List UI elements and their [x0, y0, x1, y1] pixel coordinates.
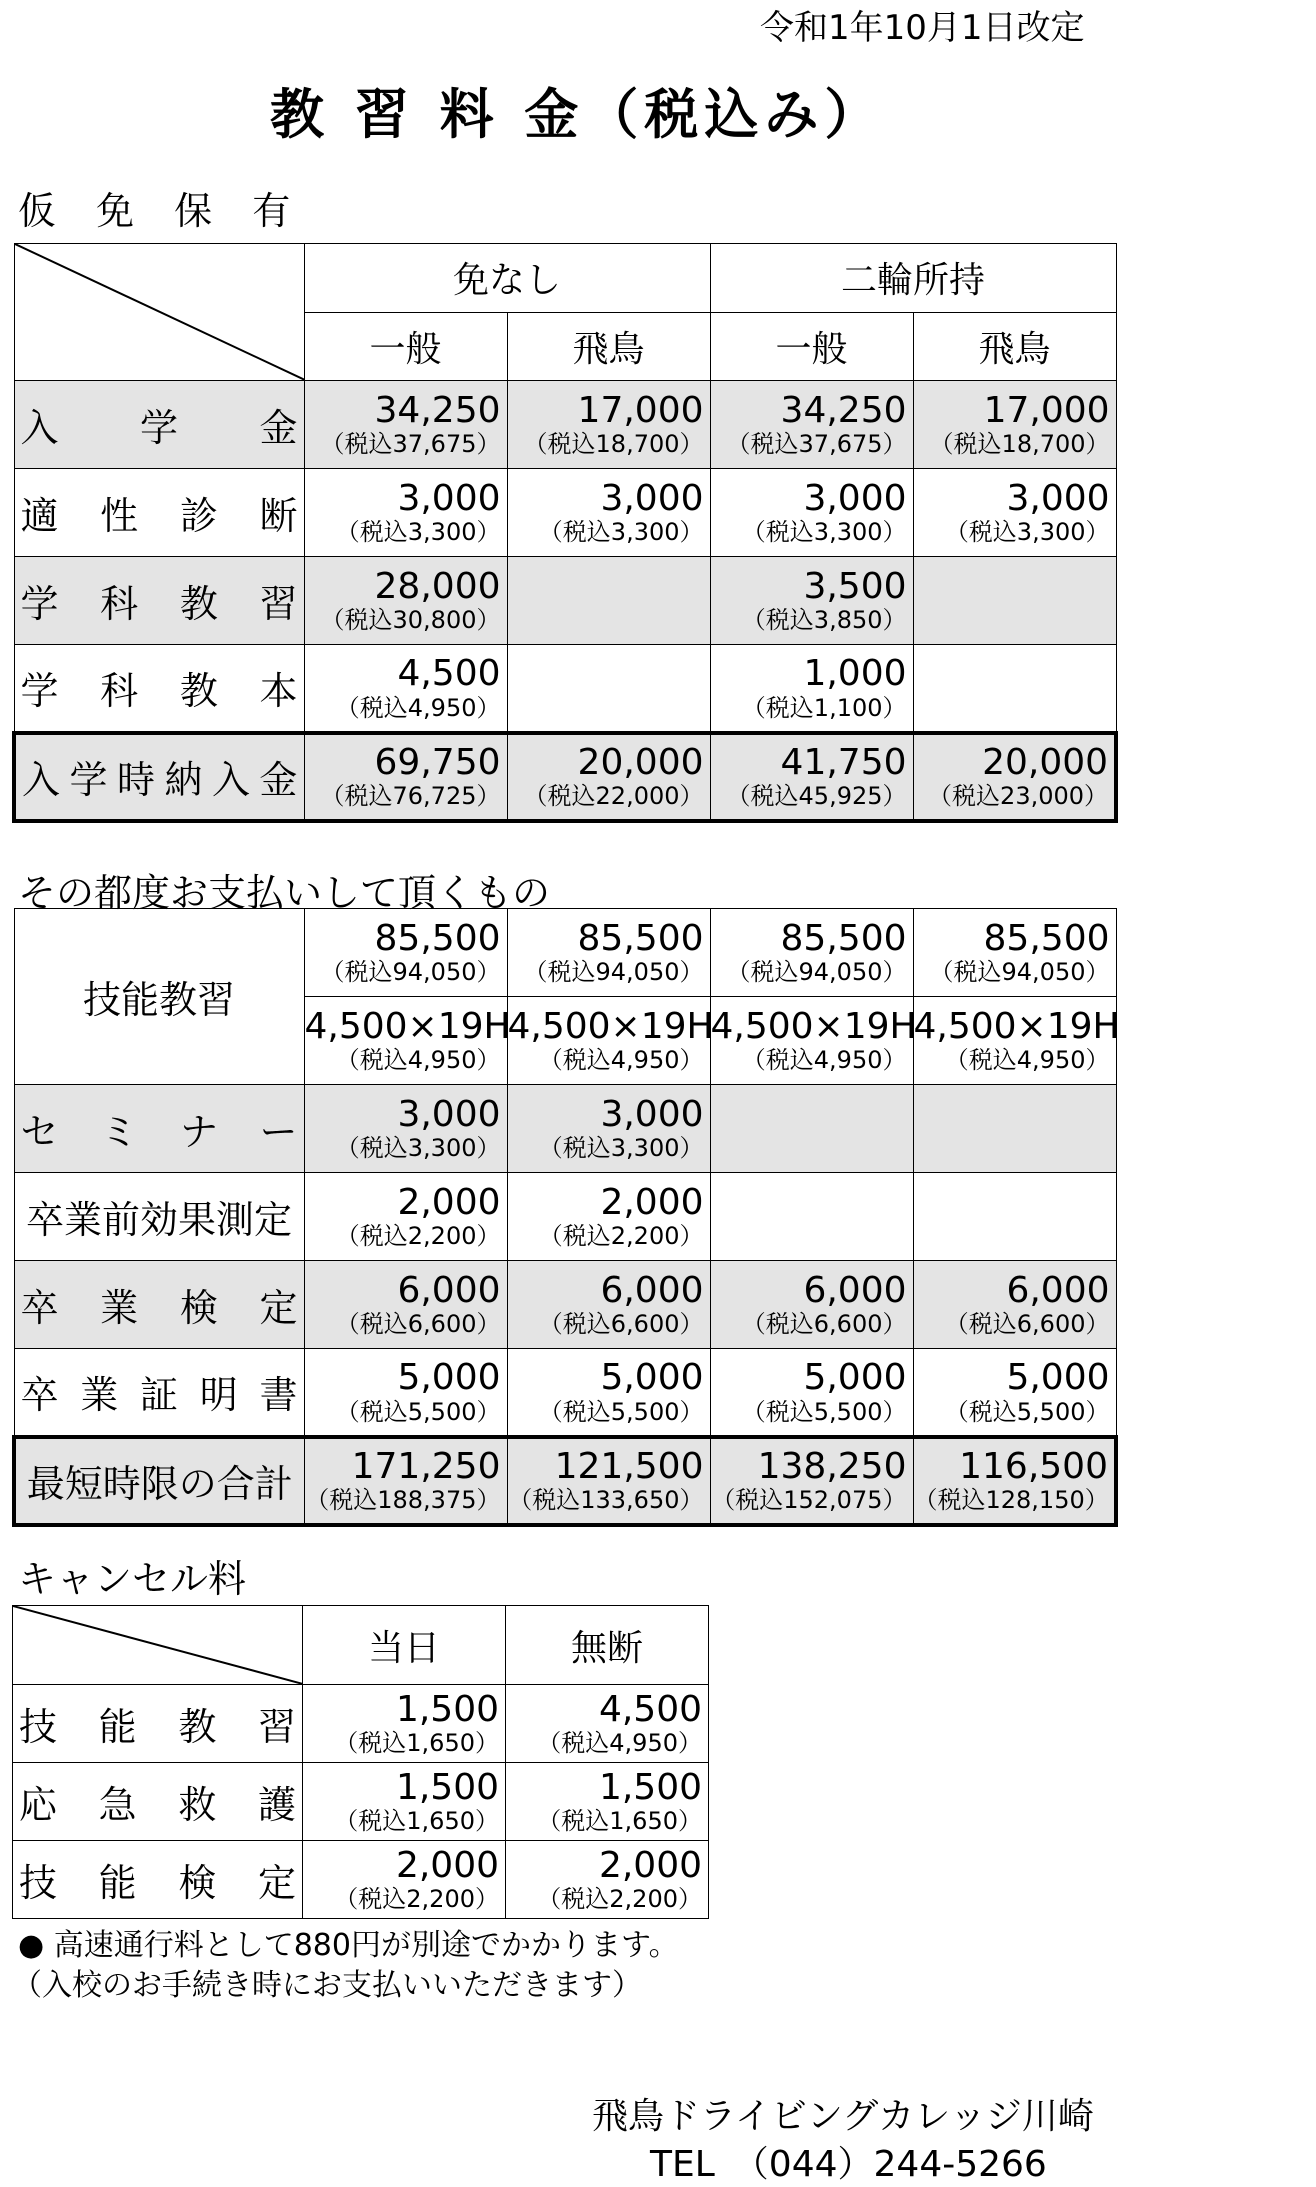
fee-cell	[507, 1261, 710, 1349]
row-label-text: 応	[19, 1783, 58, 1827]
fee-tax-included: （税込3,300）	[538, 1134, 704, 1163]
fee-amount: 3,000	[397, 478, 501, 519]
fee-tax-included: （税込23,000）	[928, 782, 1109, 811]
fee-cell	[507, 733, 710, 821]
row-label-text: 断	[259, 494, 298, 538]
fee-amount: 85,500	[983, 918, 1110, 959]
sub-header: 飛鳥	[913, 312, 1116, 381]
fee-amount: 6,000	[803, 1270, 907, 1311]
fee-tax-included: （税込94,050）	[523, 958, 704, 987]
fee-cell	[913, 381, 1116, 469]
fee-tax-included: （税込4,950）	[335, 693, 501, 722]
fee-amount: 20,000	[577, 742, 704, 783]
row-label-text: ナ	[179, 1110, 218, 1154]
fee-tax-included: （税込4,950）	[741, 1046, 907, 1075]
fee-amount: 116,500	[959, 1446, 1108, 1487]
fee-amount: 171,250	[351, 1446, 501, 1487]
fee-amount: 138,250	[757, 1446, 907, 1487]
row-label-text: 護	[257, 1783, 296, 1827]
row-label-text: 技	[19, 1861, 58, 1905]
fee-cell	[710, 1085, 913, 1173]
fee-amount: 2,000	[598, 1845, 702, 1886]
fee-cell	[710, 1261, 913, 1349]
fee-amount: 4,500×19H	[710, 1006, 917, 1047]
row-label-text: 教	[179, 582, 218, 626]
fee-amount: 4,500	[397, 653, 501, 695]
table-corner-diagonal	[14, 244, 304, 381]
fee-cell	[507, 909, 710, 997]
fee-tax-included: （税込94,050）	[929, 958, 1110, 987]
school-tel: TEL （044）244-5266	[650, 2144, 1047, 2185]
fee-cell	[710, 1173, 913, 1261]
school-name: 飛鳥ドライビングカレッジ川崎	[592, 2096, 1094, 2137]
fee-cell	[304, 1349, 507, 1437]
row-label-text: 入	[22, 758, 61, 802]
fee-tax-included: （税込128,150）	[913, 1486, 1109, 1515]
fee-cell	[913, 645, 1116, 733]
row-label-text: 時	[116, 758, 155, 802]
row-label	[14, 645, 304, 733]
fee-amount: 85,500	[577, 918, 704, 959]
fee-amount: 3,000	[600, 1094, 704, 1135]
fee-tax-included: （税込3,300）	[944, 518, 1110, 547]
fee-tax-included: （税込4,950）	[537, 1729, 702, 1758]
row-label-text: 金	[259, 406, 298, 450]
fee-cell	[710, 909, 913, 997]
fee-amount: 2,000	[600, 1182, 704, 1223]
cancel-header: 当日	[303, 1606, 506, 1685]
row-label	[14, 1437, 304, 1525]
fee-cell	[507, 645, 710, 733]
fee-cell	[303, 1685, 506, 1763]
fee-amount: 3,000	[803, 478, 907, 519]
row-label-text: 診	[179, 494, 218, 538]
fee-amount: 85,500	[374, 918, 501, 959]
table-row	[14, 381, 1116, 469]
fee-amount: 1,500	[598, 1767, 702, 1808]
fee-cell	[913, 733, 1116, 821]
fee-amount: 85,500	[780, 918, 907, 959]
fee-tax-included: （税込37,675）	[320, 430, 501, 459]
fee-amount: 6,000	[1006, 1270, 1110, 1311]
fee-cell	[913, 1437, 1116, 1525]
row-label-text: 救	[178, 1783, 217, 1827]
fee-amount: 17,000	[983, 390, 1110, 431]
fee-amount: 121,500	[554, 1446, 704, 1487]
fee-amount: 3,500	[803, 566, 907, 607]
row-label-text: 科	[100, 582, 139, 626]
note-highway-toll: ● 高速通行料として880円が別途でかかります。	[18, 1928, 679, 1963]
row-label-text: 学	[20, 582, 59, 626]
row-label-text: 業	[80, 1373, 119, 1418]
row-label-text: 入	[20, 406, 59, 450]
row-label-text: 科	[100, 669, 139, 714]
row-label	[14, 1261, 304, 1349]
fee-cell	[507, 1085, 710, 1173]
fee-amount: 5,000	[600, 1357, 704, 1399]
fee-tax-included: （税込6,600）	[741, 1310, 907, 1339]
fee-cell	[913, 557, 1116, 645]
fee-tax-included: （税込1,650）	[334, 1807, 499, 1836]
fee-amount: 4,500×19H	[507, 1006, 714, 1047]
fee-tax-included: （税込3,300）	[335, 518, 501, 547]
row-label-text: 習	[259, 582, 298, 626]
fee-amount: 4,500	[598, 1689, 702, 1730]
fee-cell	[304, 381, 507, 469]
fee-cell	[303, 1841, 506, 1919]
row-label	[14, 733, 304, 821]
fee-cell	[304, 1085, 507, 1173]
fee-cell	[913, 1173, 1116, 1261]
fee-tax-included: （税込5,500）	[538, 1397, 704, 1426]
row-label-text: セ	[20, 1110, 59, 1154]
fee-amount: 17,000	[577, 390, 704, 431]
table-row	[14, 1437, 1116, 1525]
revised-date: 令和1年10月1日改定	[760, 8, 1085, 48]
table-row	[13, 1685, 709, 1763]
fee-tax-included: （税込22,000）	[523, 782, 704, 811]
row-label-text: 習	[257, 1705, 296, 1749]
fee-cell	[710, 469, 913, 557]
fee-tax-included: （税込2,200）	[334, 1885, 499, 1914]
fee-amount: 1,500	[395, 1767, 499, 1808]
fee-amount: 34,250	[780, 390, 907, 431]
fee-tax-included: （税込5,500）	[335, 1397, 501, 1426]
note-payment-timing: （入校のお手続き時にお支払いいただきます）	[12, 1968, 642, 2003]
fee-tax-included: （税込152,075）	[711, 1486, 907, 1515]
row-label-text: 業	[100, 1286, 139, 1330]
fee-cell	[913, 469, 1116, 557]
fee-tax-included: （税込188,375）	[305, 1486, 501, 1515]
fee-amount: 69,750	[374, 742, 501, 783]
row-label	[13, 1763, 303, 1841]
section-title-cancel: キャンセル料	[18, 1557, 247, 1601]
page-title: 教 習 料 金（税込み）	[270, 83, 885, 146]
fee-tax-included: （税込4,950）	[335, 1046, 501, 1075]
row-label-text: 検	[179, 1286, 218, 1330]
fee-cell	[304, 1437, 507, 1525]
group-header: 免なし	[304, 244, 710, 313]
row-label-text: 卒	[20, 1373, 59, 1418]
fee-cell	[710, 1349, 913, 1437]
fee-cell	[913, 909, 1116, 997]
fee-amount: 3,000	[1006, 478, 1110, 519]
table-row	[14, 1085, 1116, 1173]
fee-amount: 6,000	[600, 1270, 704, 1311]
fee-amount: 20,000	[982, 742, 1109, 783]
row-label-text: 能	[98, 1861, 137, 1905]
fee-amount: 1,500	[395, 1689, 499, 1730]
fee-cell	[304, 733, 507, 821]
diagonal-line	[13, 1606, 303, 1684]
fee-tax-included: （税込18,700）	[929, 430, 1110, 459]
fee-cell	[710, 557, 913, 645]
row-label	[14, 1349, 304, 1437]
fee-tax-included: （税込45,925）	[726, 782, 907, 811]
fee-cell	[507, 557, 710, 645]
fee-amount: 41,750	[780, 742, 907, 783]
section-title-pay-as-you-go: その都度お支払いして頂くもの	[18, 871, 551, 915]
sub-header: 一般	[710, 312, 913, 381]
row-label-text: 学	[139, 406, 178, 450]
fee-cell	[913, 1349, 1116, 1437]
fee-amount: 6,000	[397, 1270, 501, 1311]
row-label	[14, 381, 304, 469]
fee-cell	[710, 997, 917, 1085]
fee-cell	[710, 381, 913, 469]
fee-tax-included: （税込3,850）	[741, 606, 907, 635]
table-corner-diagonal	[13, 1606, 303, 1685]
fee-cell	[304, 909, 507, 997]
fee-tax-included: （税込37,675）	[726, 430, 907, 459]
table-row	[14, 733, 1116, 821]
fee-tax-included: （税込2,200）	[335, 1222, 501, 1251]
fee-tax-included: （税込2,200）	[537, 1885, 702, 1914]
fee-tax-included: （税込1,650）	[334, 1729, 499, 1758]
fee-amount: 2,000	[397, 1182, 501, 1223]
row-label-text: 納	[164, 758, 203, 802]
fee-cell	[913, 1261, 1116, 1349]
row-label-text: 定	[257, 1861, 296, 1905]
row-label	[14, 469, 304, 557]
row-label-text: ー	[259, 1110, 298, 1154]
row-label-text: 卒業前効果測定	[25, 1198, 292, 1242]
pay-as-you-go-table	[12, 908, 1118, 1527]
cancel-fee-table	[12, 1605, 709, 1919]
section-title-provisional: 仮 免 保 有	[18, 189, 305, 233]
fee-amount: 4,500×19H	[304, 1006, 511, 1047]
fee-amount: 4,500×19H	[913, 1006, 1120, 1047]
row-label-text: 能	[98, 1705, 137, 1749]
fee-amount: 1,000	[803, 653, 907, 695]
table-row	[14, 1173, 1116, 1261]
row-label-text: 検	[178, 1861, 217, 1905]
fee-cell	[507, 381, 710, 469]
fee-cell	[913, 997, 1120, 1085]
fee-cell	[710, 645, 913, 733]
fee-tax-included: （税込5,500）	[741, 1397, 907, 1426]
table-row	[13, 1763, 709, 1841]
fee-cell	[304, 645, 507, 733]
table-row	[14, 557, 1116, 645]
row-label	[14, 1085, 304, 1173]
row-label-text: 適	[20, 494, 59, 538]
fee-tax-included: （税込3,300）	[335, 1134, 501, 1163]
table-row	[14, 1349, 1116, 1437]
fee-amount: 2,000	[395, 1845, 499, 1886]
fee-tax-included: （税込76,725）	[320, 782, 501, 811]
fee-cell	[506, 1763, 709, 1841]
row-label-text: 最短時限の合計	[26, 1462, 293, 1506]
row-label-text: 入	[211, 758, 250, 802]
sub-header: 飛鳥	[507, 312, 710, 381]
fee-amount: 5,000	[803, 1357, 907, 1399]
fee-amount: 5,000	[1006, 1357, 1110, 1399]
fee-cell	[304, 1261, 507, 1349]
fee-tax-included: （税込4,950）	[538, 1046, 704, 1075]
fee-tax-included: （税込18,700）	[523, 430, 704, 459]
fee-cell	[913, 1085, 1116, 1173]
fee-amount: 3,000	[397, 1094, 501, 1135]
fee-tax-included: （税込94,050）	[320, 958, 501, 987]
fee-cell	[710, 733, 913, 821]
row-label	[13, 1685, 303, 1763]
fee-tax-included: （税込30,800）	[320, 606, 501, 635]
sub-header: 一般	[304, 312, 507, 381]
row-label-text: 教	[179, 669, 218, 714]
fee-tax-included: （税込6,600）	[944, 1310, 1110, 1339]
fee-tax-included: （税込1,650）	[537, 1807, 702, 1836]
fee-cell	[506, 1685, 709, 1763]
fee-amount: 34,250	[374, 390, 501, 431]
fee-amount: 3,000	[600, 478, 704, 519]
row-label-text: ミ	[100, 1110, 139, 1154]
fee-cell	[507, 469, 710, 557]
fee-tax-included: （税込133,650）	[508, 1486, 704, 1515]
fee-tax-included: （税込6,600）	[335, 1310, 501, 1339]
fee-cell	[304, 557, 507, 645]
fee-tax-included: （税込2,200）	[538, 1222, 704, 1251]
fee-cell	[304, 997, 511, 1085]
row-label-text: 明	[199, 1373, 238, 1418]
row-label-text: 書	[259, 1373, 298, 1418]
fee-amount: 28,000	[374, 566, 501, 607]
diagonal-line	[15, 244, 305, 380]
fee-cell	[506, 1841, 709, 1919]
row-label	[14, 557, 304, 645]
row-label-text: 技	[19, 1705, 58, 1749]
fee-cell	[507, 1349, 710, 1437]
fee-tax-included: （税込4,950）	[944, 1046, 1110, 1075]
row-label-text: 性	[100, 494, 139, 538]
fee-amount: 5,000	[397, 1357, 501, 1399]
group-header: 二輪所持	[710, 244, 1116, 313]
table-row	[14, 1261, 1116, 1349]
fee-tax-included: （税込3,300）	[538, 518, 704, 547]
fee-tax-included: （税込1,100）	[741, 693, 907, 722]
fee-tax-included: （税込5,500）	[944, 1397, 1110, 1426]
table-row	[14, 469, 1116, 557]
row-label-text: 学	[69, 758, 108, 802]
row-label-text: 卒	[20, 1286, 59, 1330]
row-label	[14, 1173, 304, 1261]
fee-cell	[304, 1173, 507, 1261]
fee-cell	[303, 1763, 506, 1841]
fee-cell	[304, 469, 507, 557]
fee-tax-included: （税込3,300）	[741, 518, 907, 547]
fee-tax-included: （税込6,600）	[538, 1310, 704, 1339]
fee-cell	[507, 997, 714, 1085]
fee-cell	[507, 1437, 710, 1525]
row-label	[13, 1841, 303, 1919]
row-label-skill: 技能教習	[14, 909, 304, 1085]
row-label-text: 本	[259, 669, 298, 714]
row-label-text: 証	[139, 1373, 178, 1418]
row-label-text: 教	[178, 1705, 217, 1749]
fee-cell	[507, 1173, 710, 1261]
provisional-fee-table	[12, 243, 1118, 823]
table-row	[14, 645, 1116, 733]
row-label-text: 金	[259, 758, 298, 802]
table-row	[13, 1841, 709, 1919]
fee-tax-included: （税込94,050）	[726, 958, 907, 987]
row-label-text: 急	[98, 1783, 137, 1827]
row-label-text: 学	[20, 669, 59, 714]
fee-cell	[710, 1437, 913, 1525]
cancel-header: 無断	[506, 1606, 709, 1685]
row-label-text: 定	[259, 1286, 298, 1330]
